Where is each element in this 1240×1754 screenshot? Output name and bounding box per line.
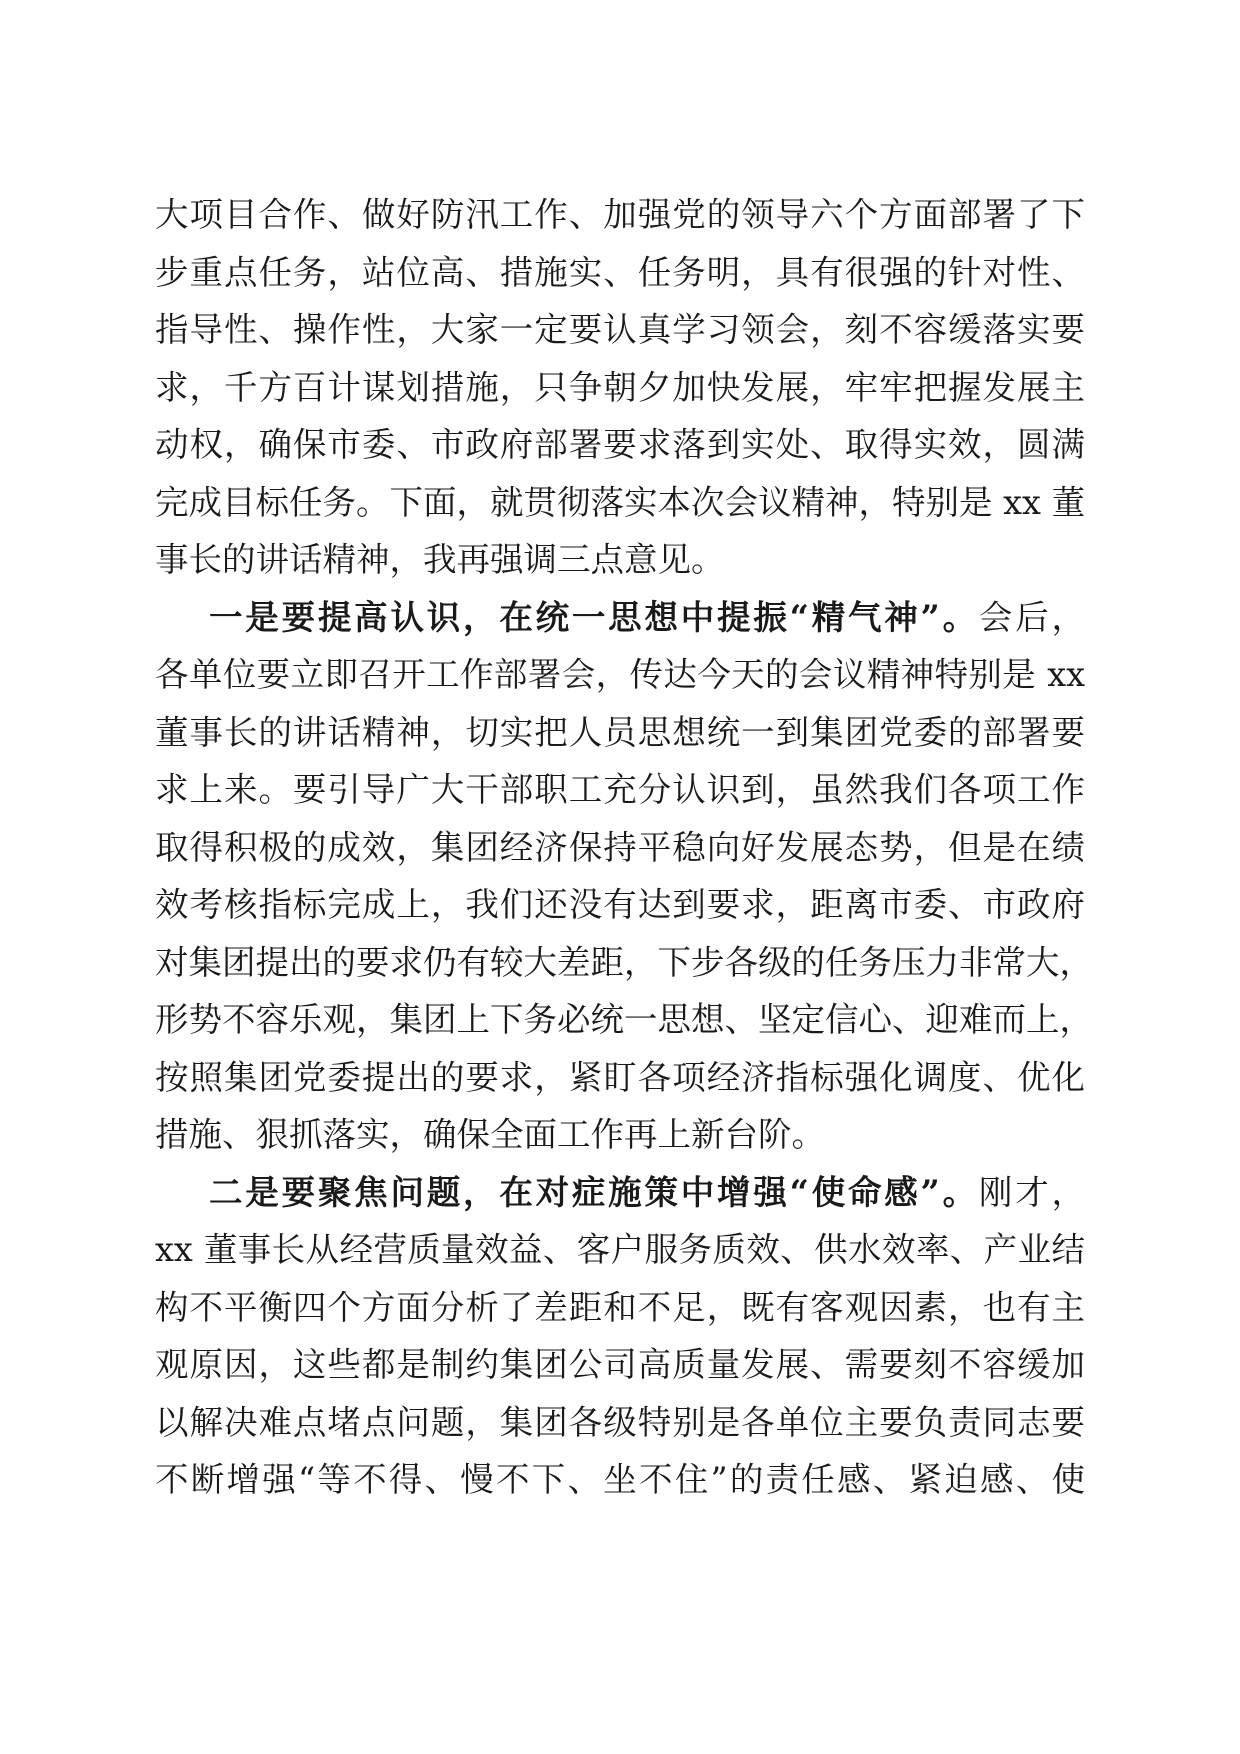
section-heading-1: 一是要提高认识，在统一思想中提振“精气神”。 <box>209 597 979 637</box>
paragraph-2-line-2: 各单位要立即召开工作部署会，传达今天的会议精神特别是 xx <box>155 655 1085 694</box>
paragraph-2-line-9: 按照集团党委提出的要求，紧盯各项经济指标强化调度、优化 <box>155 1057 1085 1097</box>
paragraph-2-line-6: 效考核指标完成上，我们还没有达到要求，距离市委、市政府 <box>155 885 1085 924</box>
paragraph-3-line-6: 不断增强“等不得、慢不下、坐不住”的责任感、紧迫感、使 <box>155 1460 1085 1499</box>
paragraph-1-line-7: 事长的讲话精神，我再强调三点意见。 <box>155 540 725 579</box>
paragraph-2-line-3: 董事长的讲话精神，切实把人员思想统一到集团党委的部署要 <box>155 712 1085 752</box>
paragraph-2-line-7: 对集团提出的要求仍有较大差距，下步各级的任务压力非常大， <box>155 942 1093 982</box>
paragraph-2-line-4: 求上来。要引导广大干部职工充分认识到，虽然我们各项工作 <box>155 770 1085 809</box>
section-heading-2-tail: 刚才， <box>978 1172 1086 1212</box>
paragraph-1-line-3: 指导性、操作性，大家一定要认真学习领会，刻不容缓落实要 <box>155 310 1085 349</box>
paragraph-3-first-line <box>155 1164 1085 1222</box>
paragraph-2-line-10: 措施、狠抓落实，确保全面工作再上新台阶。 <box>155 1115 825 1154</box>
paragraph-1-line-5: 动权，确保市委、市政府部署要求落到实处、取得实效，圆满 <box>155 425 1085 464</box>
paragraph-2-line-5: 取得积极的成效，集团经济保持平稳向好发展态势，但是在绩 <box>155 827 1085 867</box>
paragraph-1-line-6: 完成目标任务。下面，就贯彻落实本次会议精神，特别是 xx 董 <box>155 482 1086 522</box>
paragraph-3-line-3: 构不平衡四个方面分析了差距和不足，既有客观因素，也有主 <box>155 1287 1085 1327</box>
paragraph-2-line-8: 形势不容乐观，集团上下务必统一思想、坚定信心、迎难而上， <box>155 1000 1093 1039</box>
section-heading-2: 二是要聚焦问题，在对症施策中增强“使命感”。 <box>209 1172 979 1212</box>
paragraph-1-line-1: 大项目合作、做好防汛工作、加强党的领导六个方面部署了下 <box>155 195 1085 234</box>
paragraph-2-first-line <box>155 589 1085 647</box>
paragraph-3-line-2: xx 董事长从经营质量效益、客户服务质效、供水效率、产业结 <box>155 1230 1085 1269</box>
paragraph-3-line-4: 观原因，这些都是制约集团公司高质量发展、需要刻不容缓加 <box>155 1345 1085 1384</box>
document-body <box>155 186 1093 1509</box>
paragraph-1-line-4: 求，千方百计谋划措施，只争朝夕加快发展，牢牢把握发展主 <box>155 367 1085 407</box>
paragraph-3-line-5: 以解决难点堵点问题，集团各级特别是各单位主要负责同志要 <box>155 1402 1085 1442</box>
paragraph-1-line-2: 步重点任务，站位高、措施实、任务明，具有很强的针对性、 <box>155 252 1085 292</box>
section-heading-1-tail: 会后， <box>978 597 1086 637</box>
